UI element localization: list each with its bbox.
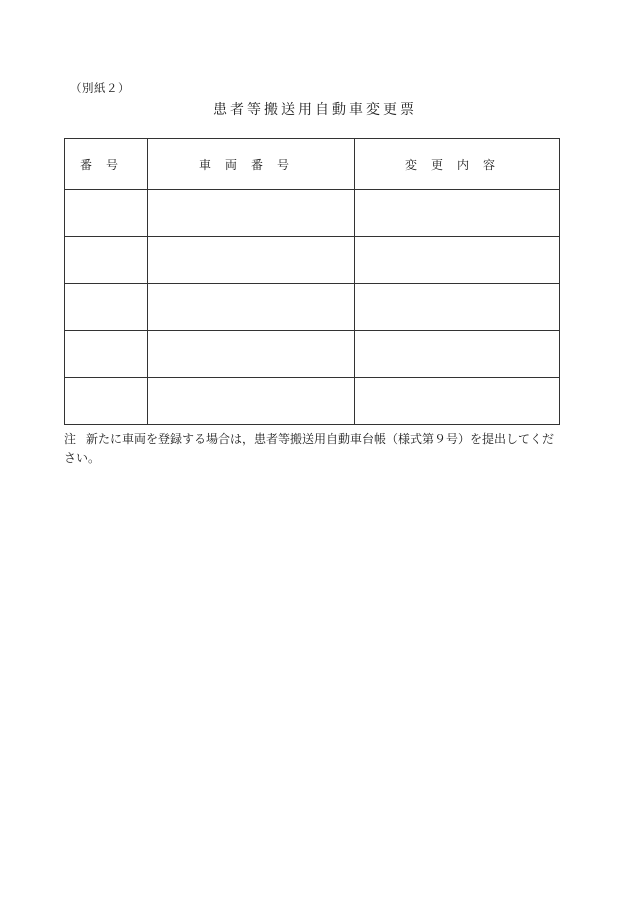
cell-change-details [355,331,560,378]
footnote-mark: 注 [64,432,77,446]
cell-vehicle-number [148,378,355,425]
vehicle-change-table [64,138,560,425]
cell-change-details [355,237,560,284]
table-row [65,190,560,237]
cell-number [65,190,148,237]
header-change-details: 変更内容 [355,139,560,190]
cell-number [65,378,148,425]
table-row [65,284,560,331]
header-number: 番号 [65,139,148,190]
cell-number [65,284,148,331]
cell-change-details [355,284,560,331]
table-row [65,331,560,378]
footnote [64,430,564,468]
table-row [65,378,560,425]
cell-vehicle-number [148,190,355,237]
cell-vehicle-number [148,331,355,378]
footnote-text: 新たに車両を登録する場合は，患者等搬送用自動車台帳（様式第９号）を提出してください。 [64,432,555,465]
document-title: 患者等搬送用自動車変更票 [213,102,417,118]
cell-number [65,237,148,284]
table-header-row [65,139,560,190]
cell-number [65,331,148,378]
cell-change-details [355,190,560,237]
table-row [65,237,560,284]
attachment-label: （別紙２） [70,81,130,95]
cell-vehicle-number [148,284,355,331]
cell-change-details [355,378,560,425]
header-vehicle-number: 車両番号 [148,139,355,190]
cell-vehicle-number [148,237,355,284]
